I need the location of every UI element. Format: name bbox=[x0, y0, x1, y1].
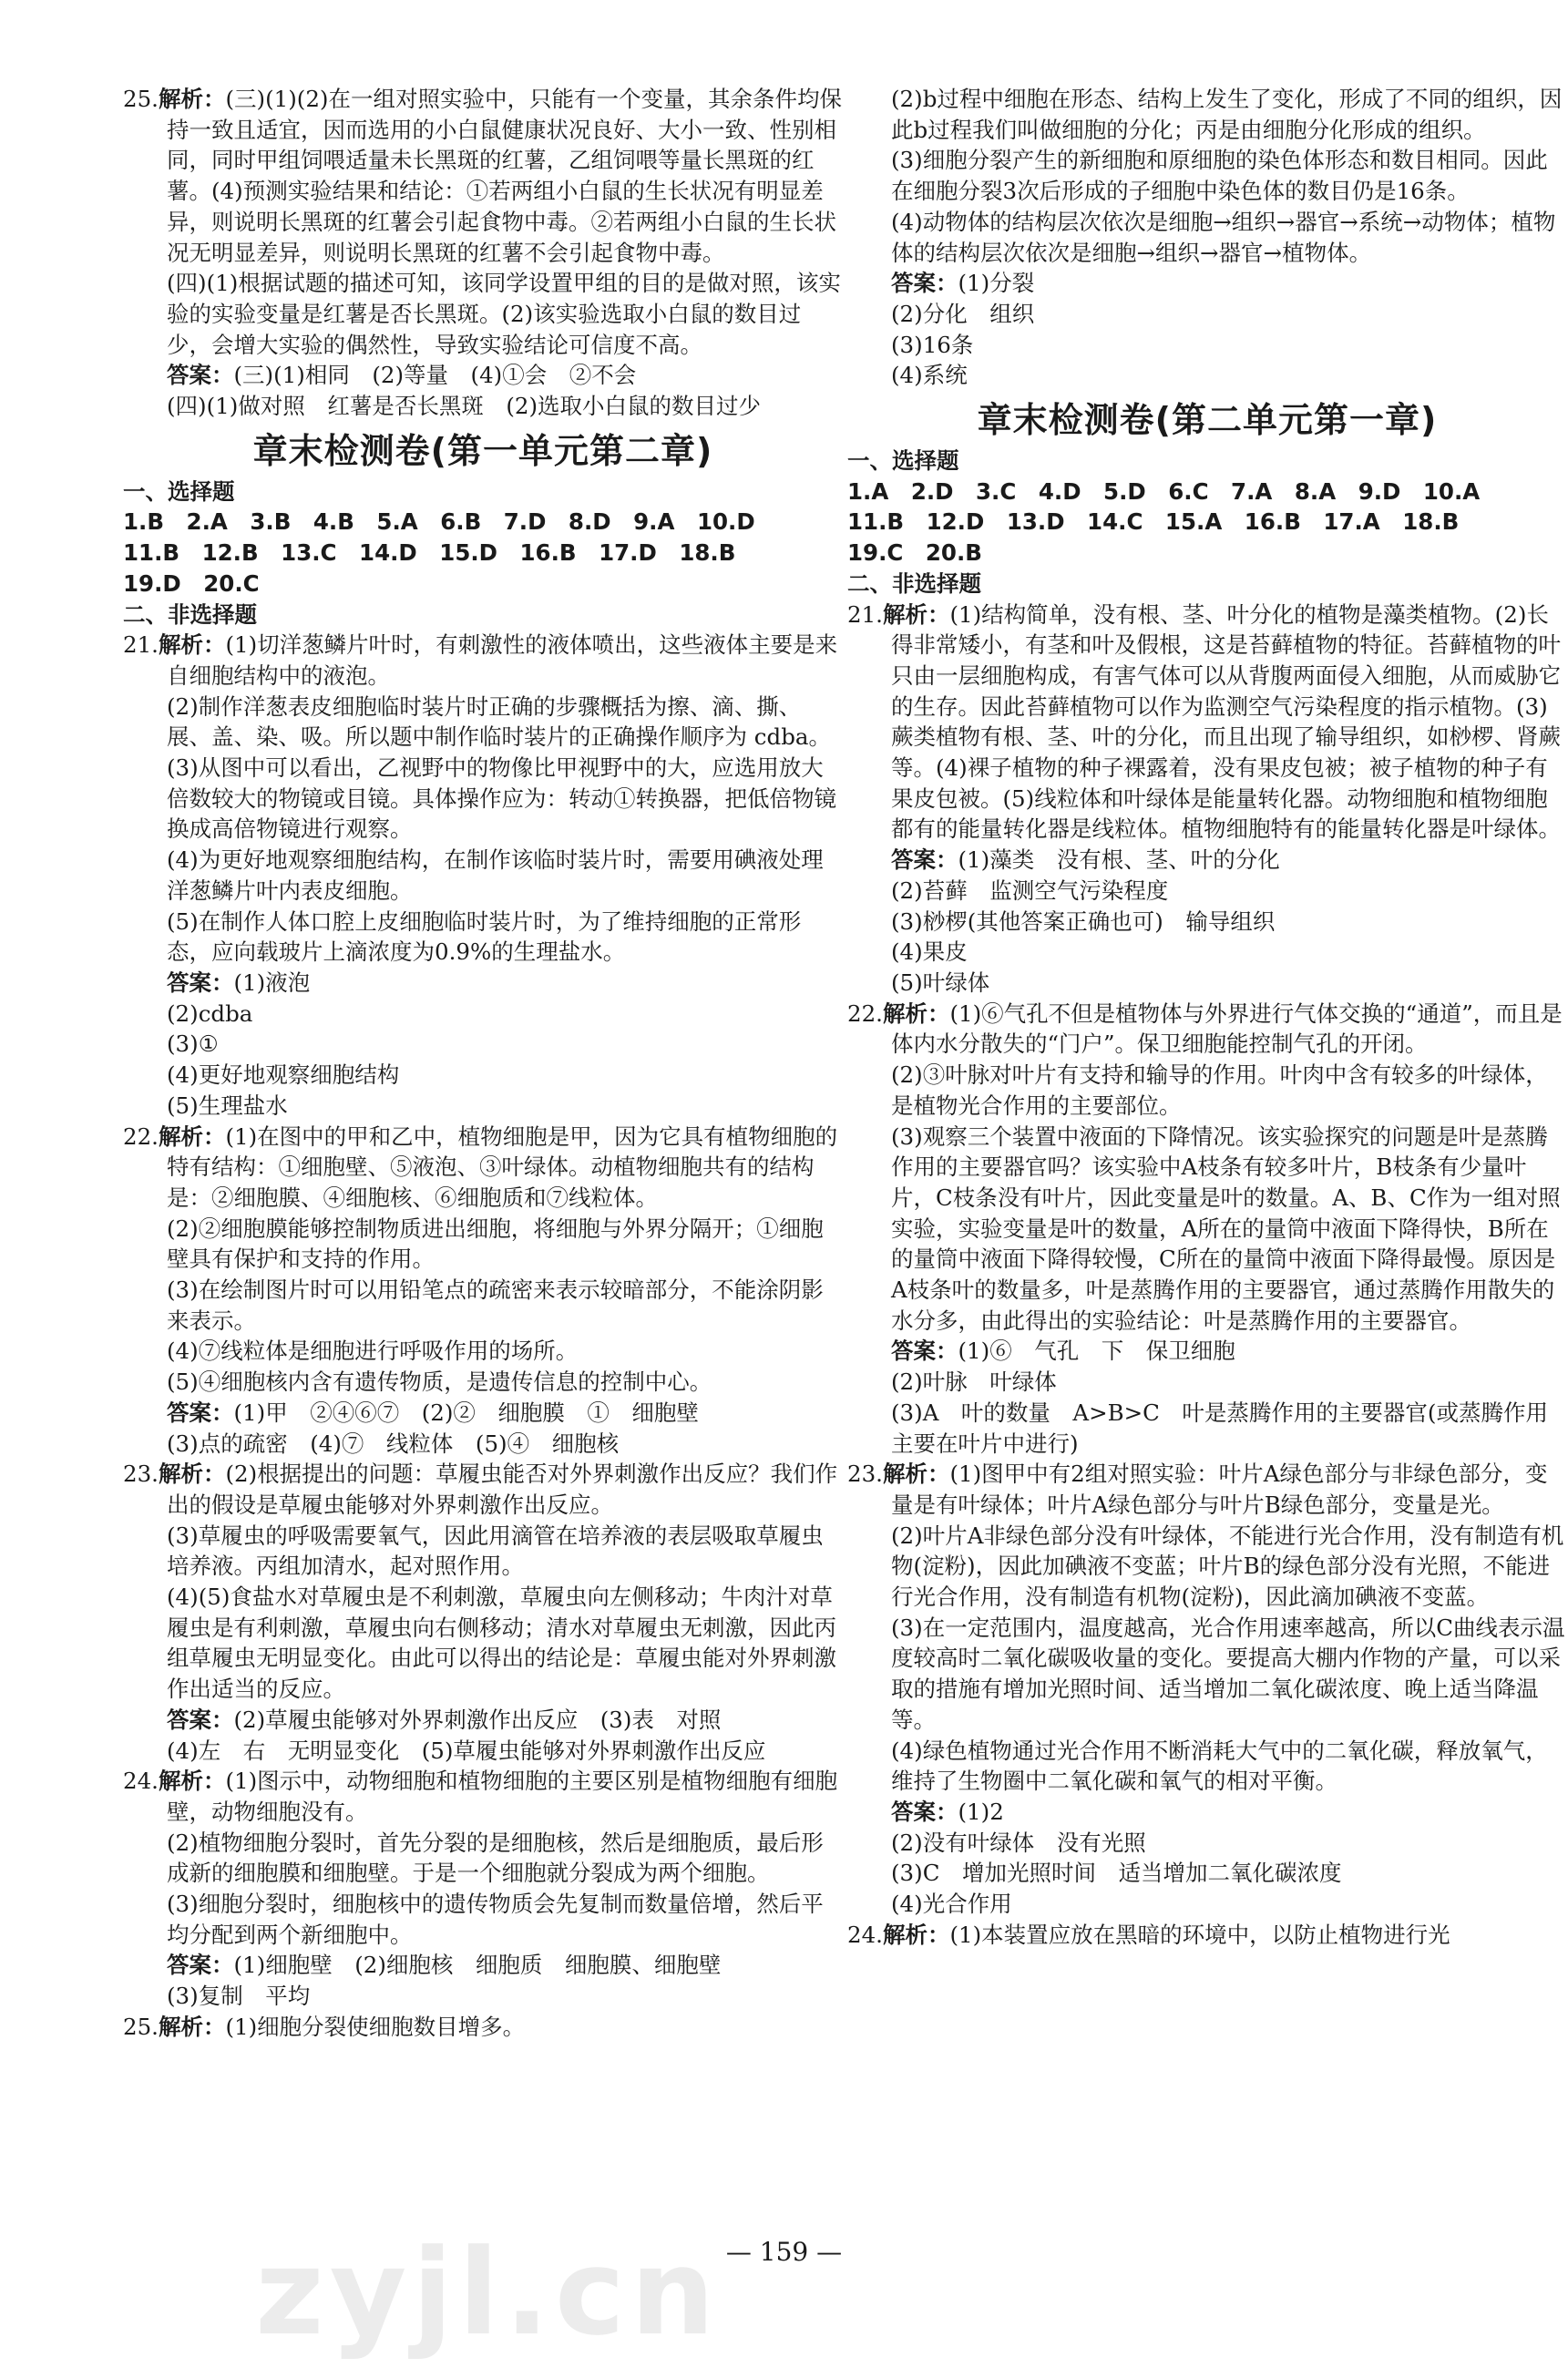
answer-line: (3)点的疏密 (4)⑦ 线粒体 (5)④ 细胞核 bbox=[167, 1430, 620, 1457]
mcq-answers-row: 19.C 20.B bbox=[847, 539, 982, 567]
analysis-para: (5)在制作人体口腔上皮细胞临时装片时，为了维持细胞的正常形态，应向载玻片上滴浓度为0.9%的生理盐水。 bbox=[167, 907, 802, 966]
analysis-para: (3)在绘制图片时可以用铅笔点的疏密来表示较暗部分，不能涂阴影来表示。 bbox=[167, 1276, 824, 1334]
q21-analysis: 21.解析：(1)结构简单，没有根、茎、叶分化的植物是藻类植物。(2)长得非常矮小，有茎和叶及假根，这是苔藓植物的特征。苔藓植物的叶只由一层细胞构成，有害气体可以从背腹两面侵入细胞，从而威胁它的生存。因此苔藓植物可以作为监测空气污染程度的指示植物。(3)蕨类植物有根、茎、叶的分化，而且出现了输导组织，如桫椤、肾蕨等。(4)裸子植物的种子裸露着，没有果皮包被；被子植物的种子有果皮包被。(5)线粒体和叶绿体是能量转化器。动物细胞和植物细胞都有的能量转化器是线粒体。植物细胞特有的能量转化器是叶绿体。 bbox=[847, 600, 1561, 843]
mcq-answers-row: 11.B 12.B 13.C 14.D 15.D 16.B 17.D 18.B bbox=[123, 539, 736, 567]
answer-line: (4)果皮 bbox=[891, 938, 968, 966]
answer-line: (3)16条 bbox=[891, 331, 974, 358]
section-title-unit2-ch1: 章末检测卷(第二单元第一章) bbox=[977, 400, 1438, 441]
answer-line: (3)① bbox=[167, 1030, 219, 1058]
analysis-para: (4)动物体的结构层次依次是细胞→组织→器官→系统→动物体；植物体的结构层次依次是细胞→组织→器官→植物体。 bbox=[891, 208, 1556, 266]
q24-analysis: 24.解析：(1)本装置应放在黑暗的环境中，以防止植物进行光 bbox=[847, 1921, 1450, 1948]
non-mcq-heading: 二、非选择题 bbox=[847, 569, 981, 597]
answer-line: (3)A 叶的数量 A>B>C 叶是蒸腾作用的主要器官(或蒸腾作用主要在叶片中进行) bbox=[891, 1399, 1548, 1457]
mcq-heading: 一、选择题 bbox=[847, 447, 959, 475]
analysis-para: (2)②细胞膜能够控制物质进出细胞，将细胞与外界分隔开；①细胞壁具有保护和支持的作用。 bbox=[167, 1215, 824, 1273]
q23-analysis: 23.解析：(1)图甲中有2组对照实验：叶片A绿色部分与非绿色部分，变量是有叶绿体；叶片A绿色部分与叶片B绿色部分，变量是光。 bbox=[847, 1461, 1548, 1518]
answer-line: 答案：(1)分裂 bbox=[891, 270, 1035, 297]
answer-line: (5)生理盐水 bbox=[167, 1092, 288, 1119]
analysis-para: (3)细胞分裂时，细胞核中的遗传物质会先复制而数量倍增，然后平均分配到两个新细胞中。 bbox=[167, 1891, 824, 1948]
analysis-para: (2)b过程中细胞在形态、结构上发生了变化，形成了不同的组织，因此b过程我们叫做细胞的分化；丙是由细胞分化形成的组织。 bbox=[891, 86, 1563, 143]
analysis-para: (4)为更好地观察细胞结构，在制作该临时装片时，需要用碘液处理洋葱鳞片叶内表皮细胞。 bbox=[167, 846, 824, 904]
q21-analysis: 21.解析：(1)切洋葱鳞片叶时，有刺激性的液体喷出，这些液体主要是来自细胞结构中的液泡。 bbox=[123, 631, 838, 689]
answer-line: (3)桫椤(其他答案正确也可) 输导组织 bbox=[891, 907, 1276, 935]
answer-line: (四)(1)做对照 红薯是否长黑斑 (2)选取小白鼠的数目过少 bbox=[167, 393, 762, 420]
answer-line: (4)光合作用 bbox=[891, 1891, 1012, 1918]
mcq-heading: 一、选择题 bbox=[123, 477, 235, 505]
q25-analysis: 25.解析：(1)细胞分裂使细胞数目增多。 bbox=[123, 2013, 526, 2040]
non-mcq-heading: 二、非选择题 bbox=[123, 600, 257, 628]
answer-line: (3)C 增加光照时间 适当增加二氧化碳浓度 bbox=[891, 1860, 1342, 1887]
analysis-para: (4)(5)食盐水对草履虫是不利刺激，草履虫向左侧移动；牛肉汁对草履虫是有利刺激，草履虫向右侧移动；清水对草履虫无刺激，因此丙组草履虫无明显变化。由此可以得出的结论是：草履虫能对外界刺激作出适当的反应。 bbox=[167, 1584, 836, 1703]
answer-line: (2)苔藓 监测空气污染程度 bbox=[891, 876, 1169, 904]
page-number: — 159 — bbox=[725, 2237, 843, 2267]
left-column bbox=[123, 84, 843, 2043]
answer-line: (2)没有叶绿体 没有光照 bbox=[891, 1829, 1146, 1856]
answer-line: (2)cdba bbox=[167, 999, 253, 1027]
answer-line: 答案：(1)液泡 bbox=[167, 969, 311, 996]
analysis-para: (4)⑦线粒体是细胞进行呼吸作用的场所。 bbox=[167, 1338, 579, 1365]
answer-line: 答案：(1)⑥ 气孔 下 保卫细胞 bbox=[891, 1338, 1235, 1365]
analysis-para: (2)制作洋葱表皮细胞临时装片时正确的步骤概括为擦、滴、撕、展、盖、染、吸。所以题中制作临时装片的正确操作顺序为 cdba。 bbox=[167, 692, 831, 751]
answer-line: 答案：(三)(1)相同 (2)等量 (4)①会 ②不会 bbox=[167, 362, 637, 389]
q24-analysis: 24.解析：(1)图示中，动物细胞和植物细胞的主要区别是植物细胞有细胞壁，动物细胞没有。 bbox=[123, 1768, 838, 1825]
q22-analysis: 22.解析：(1)⑥气孔不但是植物体与外界进行气体交换的“通道”，而且是体内水分散失的“门户”。保卫细胞能控制气孔的开闭。 bbox=[847, 999, 1563, 1058]
q22-analysis: 22.解析：(1)在图中的甲和乙中，植物细胞是甲，因为它具有植物细胞的特有结构：①细胞壁、⑤液泡、③叶绿体。动植物细胞共有的结构是：②细胞膜、④细胞核、⑥细胞质和⑦线粒体。 bbox=[123, 1122, 838, 1211]
answer-line: 答案：(1)细胞壁 (2)细胞核 细胞质 细胞膜、细胞壁 bbox=[167, 1952, 722, 1979]
analysis-para: (3)草履虫的呼吸需要氧气，因此用滴管在培养液的表层吸取草履虫培养液。丙组加清水，起对照作用。 bbox=[167, 1522, 824, 1580]
analysis-para: (5)④细胞核内含有遗传物质，是遗传信息的控制中心。 bbox=[167, 1369, 712, 1396]
answer-line: (3)复制 平均 bbox=[167, 1983, 311, 2010]
analysis-para: (4)绿色植物通过光合作用不断消耗大气中的二氧化碳，释放氧气，维持了生物圈中二氧化碳和氧气的相对平衡。 bbox=[891, 1737, 1548, 1795]
mcq-answers-row: 1.B 2.A 3.B 4.B 5.A 6.B 7.D 8.D 9.A 10.D bbox=[123, 508, 755, 536]
answer-line: (4)左 右 无明显变化 (5)草履虫能够对外界刺激作出反应 bbox=[167, 1737, 766, 1764]
answer-line: (4)更好地观察细胞结构 bbox=[167, 1061, 400, 1089]
analysis-para: (2)③叶脉对叶片有支持和输导的作用。叶肉中含有较多的叶绿体，是植物光合作用的主要部位。 bbox=[891, 1061, 1548, 1119]
mcq-answers-row: 1.A 2.D 3.C 4.D 5.D 6.C 7.A 8.A 9.D 10.A bbox=[847, 477, 1481, 505]
section-title-unit1-ch2: 章末检测卷(第一单元第二章) bbox=[252, 430, 713, 471]
answer-line: (2)叶脉 叶绿体 bbox=[891, 1369, 1057, 1396]
answer-line: 答案：(1)藻类 没有根、茎、叶的分化 bbox=[891, 846, 1280, 874]
analysis-para: (3)在一定范围内，温度越高，光合作用速率越高，所以C曲线表示温度较高时二氧化碳吸收量的变化。要提高大棚内作物的产量，可以采取的措施有增加光照时间、适当增加二氧化碳浓度、晚上适当降温等。 bbox=[891, 1614, 1565, 1733]
answer-line: (5)叶绿体 bbox=[891, 969, 990, 996]
analysis-para: (3)观察三个装置中液面的下降情况。该实验探究的问题是叶是蒸腾作用的主要器官吗？该实验中A枝条有较多叶片，B枝条有少量叶片，C枝条没有叶片，因此变量是叶的数量。A、B、C作为一组对照实验，实验变量是叶的数量，A所在的量筒中液面下降得快，B所在的量筒中液面下降得较慢，C所在的量筒中液面下降得最慢。原因是A枝条叶的数量多，叶是蒸腾作用的主要器官，通过蒸腾作用散失的水分多，由此得出的实验结论：叶是蒸腾作用的主要器官。 bbox=[891, 1122, 1561, 1334]
q23-analysis: 23.解析：(2)根据提出的问题：草履虫能否对外界刺激作出反应？我们作出的假设是草履虫能够对外界刺激作出反应。 bbox=[123, 1461, 838, 1518]
q25-cont-analysis: 25.解析：(三)(1)(2)在一组对照实验中，只能有一个变量，其余条件均保持一致且适宜，因而选用的小白鼠健康状况良好、大小一致、性别相同，同时甲组饲喂适量未长黑斑的红薯，乙组饲喂等量长黑斑的红薯。(4)预测实验结果和结论：①若两组小白鼠的生长状况有明显差异，则说明长黑斑的红薯会引起食物中毒。②若两组小白鼠的生长状况无明显差异，则说明长黑斑的红薯不会引起食物中毒。 bbox=[123, 86, 842, 266]
analysis-para: (2)植物细胞分裂时，首先分裂的是细胞核，然后是细胞质，最后形成新的细胞膜和细胞壁。于是一个细胞就分裂成为两个细胞。 bbox=[167, 1829, 824, 1887]
answer-line: 答案：(2)草履虫能够对外界刺激作出反应 (3)表 对照 bbox=[167, 1706, 722, 1733]
analysis-para: (四)(1)根据试题的描述可知，该同学设置甲组的目的是做对照，该实验的实验变量是红薯是否长黑斑。(2)该实验选取小白鼠的数目过少，会增大实验的偶然性，导致实验结论可信度不高。 bbox=[167, 270, 841, 358]
mcq-answers-row: 11.B 12.D 13.D 14.C 15.A 16.B 17.A 18.B bbox=[847, 508, 1460, 536]
answer-line: (4)系统 bbox=[891, 362, 968, 389]
analysis-para: (2)叶片A非绿色部分没有叶绿体，不能进行光合作用，没有制造有机物(淀粉)，因此加碘液不变蓝；叶片B的绿色部分没有光照，不能进行光合作用，没有制造有机物(淀粉)，因此滴加碘液不变蓝。 bbox=[891, 1522, 1564, 1611]
mcq-answers-row: 19.D 20.C bbox=[123, 569, 260, 597]
analysis-para: (3)细胞分裂产生的新细胞和原细胞的染色体形态和数目相同。因此在细胞分裂3次后形成的子细胞中染色体的数目仍是16条。 bbox=[891, 147, 1548, 205]
right-column bbox=[847, 84, 1567, 1950]
watermark: zyjl.cn bbox=[255, 2223, 721, 2362]
analysis-para: (3)从图中可以看出，乙视野中的物像比甲视野中的大，应选用放大倍数较大的物镜或目镜。具体操作应为：转动①转换器，把低倍物镜换成高倍物镜进行观察。 bbox=[167, 754, 836, 843]
answer-line: (2)分化 组织 bbox=[891, 300, 1035, 327]
answer-line: 答案：(1)甲 ②④⑥⑦ (2)② 细胞膜 ① 细胞壁 bbox=[167, 1399, 699, 1426]
answer-line: 答案：(1)2 bbox=[891, 1798, 1004, 1825]
